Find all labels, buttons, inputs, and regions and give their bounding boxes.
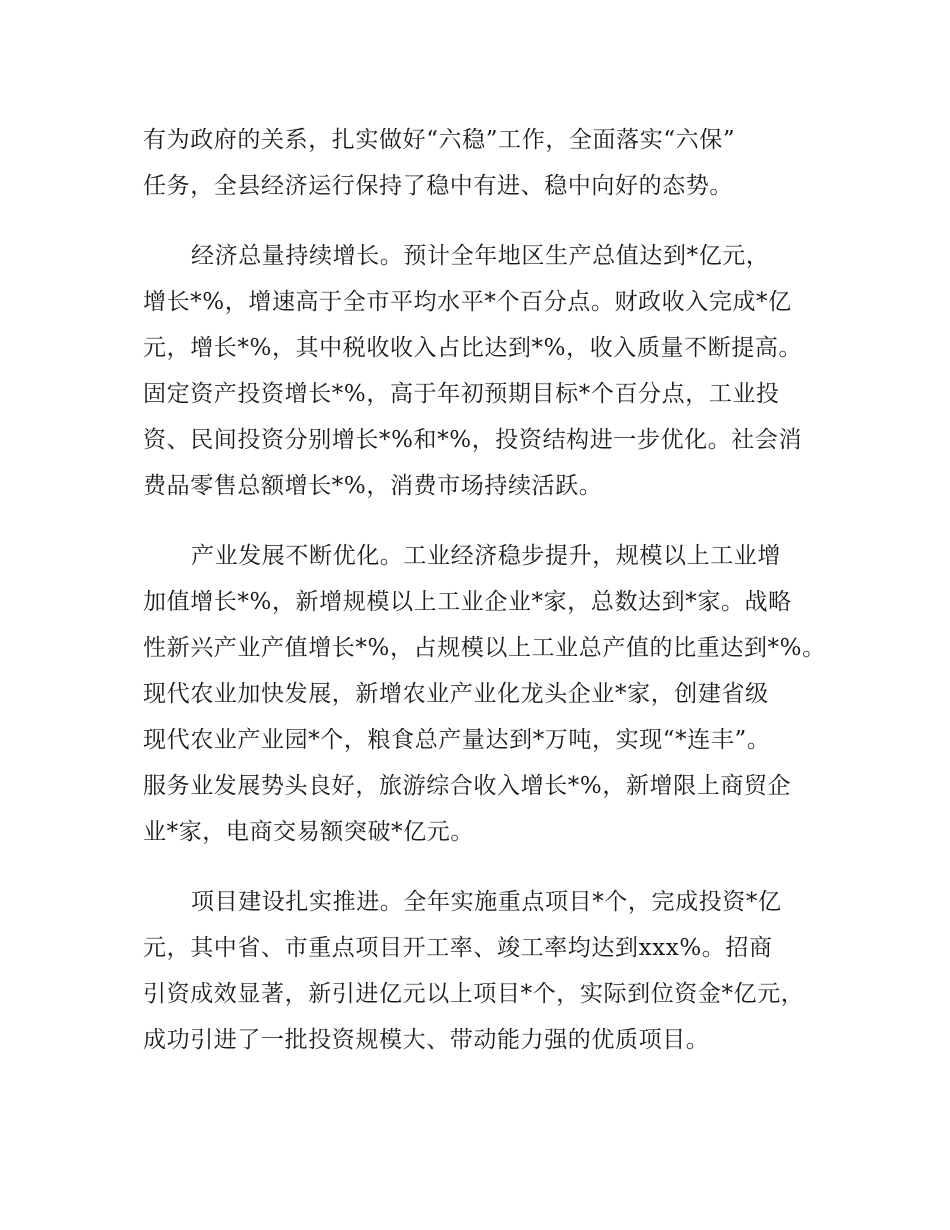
text-line: 元，其中省、市重点项目开工率、竣工率均达到xxx%。招商 bbox=[143, 935, 773, 961]
document-body bbox=[143, 117, 833, 1063]
text-line: 产业发展不断优化。工业经济稳步提升，规模以上工业增 bbox=[191, 543, 781, 569]
text-line: 经济总量持续增长。预计全年地区生产总值达到*亿元， bbox=[191, 243, 770, 269]
text-line: 固定资产投资增长*%，高于年初预期目标*个百分点，工业投 bbox=[143, 381, 780, 407]
paragraph-economic-growth bbox=[143, 233, 833, 509]
paragraph-industry-development bbox=[143, 533, 833, 855]
text-line: 资、民间投资分别增长*%和*%，投资结构进一步优化。社会消 bbox=[143, 427, 803, 453]
text-line: 现代农业产业园*个，粮食总产量达到*万吨，实现“*连丰”。 bbox=[143, 727, 771, 753]
text-line: 加值增长*%，新增规模以上工业企业*家，总数达到*家。战略 bbox=[143, 589, 792, 615]
text-line: 引资成效显著，新引进亿元以上项目*个，实际到位资金*亿元， bbox=[143, 981, 805, 1007]
text-line: 服务业发展势头良好，旅游综合收入增长*%，新增限上商贸企 bbox=[143, 773, 792, 799]
text-line: 任务，全县经济运行保持了稳中有进、稳中向好的态势。 bbox=[143, 173, 733, 199]
text-line: 有为政府的关系，扎实做好“六稳”工作，全面落实“六保” bbox=[143, 127, 736, 153]
text-line: 业*家，电商交易额突破*亿元。 bbox=[143, 819, 474, 845]
text-line: 项目建设扎实推进。全年实施重点项目*个，完成投资*亿 bbox=[191, 889, 782, 915]
paragraph-continuation bbox=[143, 117, 833, 209]
text-line: 成功引进了一批投资规模大、带动能力强的优质项目。 bbox=[143, 1027, 710, 1053]
paragraph-project-construction bbox=[143, 879, 833, 1063]
text-line: 现代农业加快发展，新增农业产业化龙头企业*家，创建省级 bbox=[143, 681, 769, 707]
text-line: 增长*%，增速高于全市平均水平*个百分点。财政收入完成*亿 bbox=[143, 289, 792, 315]
text-line: 性新兴产业产值增长*%，占规模以上工业总产值的比重达到*%。 bbox=[143, 635, 826, 661]
text-line: 费品零售总额增长*%，消费市场持续活跃。 bbox=[143, 473, 603, 499]
text-line: 元，增长*%，其中税收收入占比达到*%，收入质量不断提高。 bbox=[143, 335, 803, 361]
